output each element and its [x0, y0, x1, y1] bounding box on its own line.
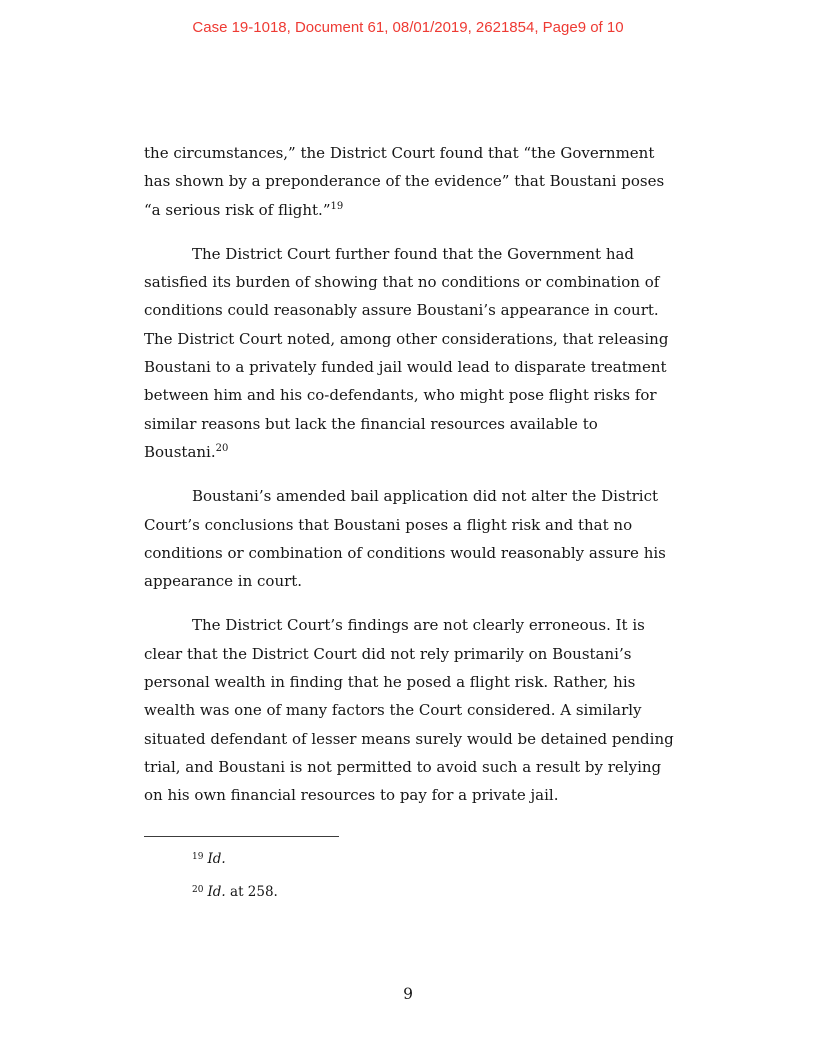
body-line: [144, 196, 672, 224]
footnotes-section: [144, 836, 672, 915]
footnote-text: at 258.: [225, 884, 278, 900]
body-text-segment: trial, and Boustani is not permitted to avoid such a result by relying: [144, 757, 662, 776]
body-text-segment: personal wealth in finding that he posed a flight risk. Rather, his: [144, 673, 636, 692]
footnote-citation: Id.: [207, 884, 226, 900]
body-text-segment: wealth was one of many factors the Court considered. A similarly: [144, 701, 642, 720]
body-line: [144, 539, 672, 567]
body-line: [144, 296, 672, 324]
body-text-segment: between him and his co-defendants, who might pose flight risks for: [144, 386, 657, 405]
footnote-reference: 20: [215, 443, 229, 455]
footnote-number: 19: [192, 852, 204, 862]
court-stamp-header: Case 19-1018, Document 61, 08/01/2019, 2621854, Page9 of 10: [192, 19, 624, 36]
body-text-segment: satisfied its burden of showing that no conditions or combination of: [144, 273, 660, 292]
body-text-segment: Boustani’s amended bail application did not alter the District: [192, 487, 659, 506]
body-line: [144, 381, 672, 409]
body-text-segment: similar reasons but lack the financial resources available to: [144, 414, 598, 433]
body-line: [144, 640, 672, 668]
body-text-segment: Court’s conclusions that Boustani poses a flight risk and that no: [144, 515, 633, 534]
footnote-separator-rule: [144, 836, 339, 837]
body-line: [144, 325, 672, 353]
body-line: [144, 611, 672, 639]
page-number: 9: [403, 985, 413, 1003]
body-text-segment: “a serious risk of flight.”: [144, 200, 331, 219]
body-paragraph: [144, 482, 672, 595]
body-text-segment: has shown by a preponderance of the evidence” that Boustani poses: [144, 172, 665, 191]
body-line: [144, 438, 672, 466]
body-line: [144, 167, 672, 195]
footnote-item: [192, 882, 672, 902]
body-text-segment: The District Court’s findings are not clearly erroneous. It is: [192, 616, 645, 635]
body-paragraph: [144, 611, 672, 809]
body-text-segment: the circumstances,” the District Court found that “the Government: [144, 144, 655, 162]
body-paragraph: [144, 240, 672, 466]
body-line: [144, 668, 672, 696]
footnote-reference: 19: [330, 201, 344, 213]
body-text-segment: Boustani.: [144, 442, 216, 461]
footnote-number: 20: [192, 885, 204, 895]
body-line: [144, 353, 672, 381]
document-body: [144, 139, 672, 826]
body-line: [144, 725, 672, 753]
body-line: [144, 753, 672, 781]
body-line: [144, 696, 672, 724]
body-line: [144, 268, 672, 296]
body-line: [144, 240, 672, 268]
body-paragraph: [144, 139, 672, 224]
body-text-segment: appearance in court.: [144, 572, 303, 591]
body-text-segment: The District Court further found that the Government had: [192, 244, 635, 263]
body-line: [144, 567, 672, 595]
footnote-item: [192, 849, 672, 869]
body-text-segment: clear that the District Court did not rely primarily on Boustani’s: [144, 644, 632, 663]
footnote-citation: Id.: [207, 851, 226, 867]
footnote-list: [144, 849, 672, 902]
body-line: [144, 511, 672, 539]
body-text-segment: on his own financial resources to pay for a private jail.: [144, 786, 559, 805]
body-line: [144, 482, 672, 510]
body-text-segment: The District Court noted, among other considerations, that releasing: [144, 329, 669, 348]
body-text-segment: conditions or combination of conditions would reasonably assure his: [144, 543, 666, 562]
body-line: [144, 139, 672, 167]
body-text-segment: situated defendant of lesser means surely would be detained pending: [144, 729, 674, 748]
body-line: [144, 781, 672, 809]
body-text-segment: Boustani to a privately funded jail would lead to disparate treatment: [144, 358, 667, 377]
body-line: [144, 410, 672, 438]
body-text-segment: conditions could reasonably assure Boustani’s appearance in court.: [144, 301, 659, 320]
